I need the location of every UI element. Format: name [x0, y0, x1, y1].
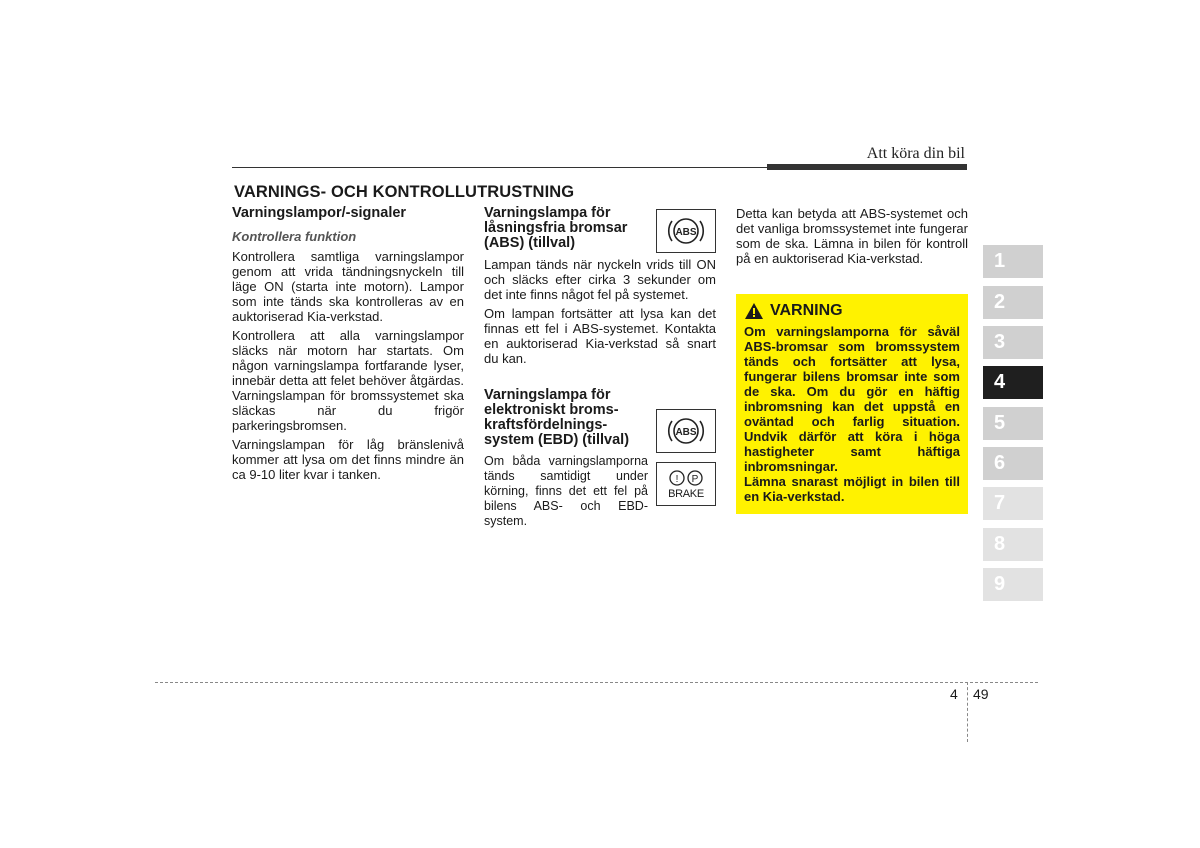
chapter-tab-8[interactable]: 8	[983, 528, 1043, 561]
section-title: VARNINGS- OCH KONTROLLUTRUSTNING	[234, 183, 575, 201]
abs-paragraph-2: Om lampan fortsätter att lysa kan det finnas ett fel i ABS-systemet. Kontakta en auktoriserad Kia-verkstad så snart du kan.	[484, 306, 716, 366]
col1-paragraph-1: Kontrollera samtliga varningslampor genom att vrida tändningsnyckeln till läge ON (starta inte motorn). Lampor som inte tänds ska kontrolleras av en auktoriserad Kia-verkstad.	[232, 249, 464, 324]
ebd-abs-lamp-icon	[656, 409, 716, 453]
svg-text:!: !	[675, 474, 679, 485]
footer-vertical-divider	[967, 682, 968, 742]
svg-text:ABS: ABS	[675, 427, 697, 438]
chapter-tab-9[interactable]: 9	[983, 568, 1043, 601]
warning-box	[736, 294, 968, 514]
column-1	[232, 206, 464, 486]
chapter-tab-3[interactable]: 3	[983, 326, 1043, 359]
col1-heading: Varningslampor/-signaler	[232, 205, 407, 221]
warning-text: Om varningslamporna för såväl ABS-bromsar som bromssystem tänds och fortsätter att lysa, fungerar bilens bromsar inte som de ska. Om du gör en häftig inbromsning kan det uppstå en oväntad och farlig situation. Undvik därför att köra i höga hastigheter samt häftiga inbromsningar.	[744, 324, 960, 474]
chapter-tab-1[interactable]: 1	[983, 245, 1043, 278]
abs-warning-lamp-icon	[656, 209, 716, 253]
abs-icon	[664, 413, 708, 449]
column-3	[736, 206, 968, 270]
warning-title-text: VARNING	[770, 302, 843, 319]
footer-divider	[155, 682, 1038, 683]
col1-paragraph-3: Varningslampan för låg bränslenivå kommer att lysa om det finns mindre än ca 9-10 liter kvar i tanken.	[232, 437, 464, 482]
chapter-tab-6[interactable]: 6	[983, 447, 1043, 480]
abs-icon	[664, 213, 708, 249]
chapter-tab-2[interactable]: 2	[983, 286, 1043, 319]
warning-title	[744, 302, 960, 320]
chapter-tab-4[interactable]: 4	[983, 366, 1043, 399]
ebd-paragraph-1: Om båda varningslamporna tänds samtidigt under körning, finns det ett fel på bilens ABS- och EBD-system.	[484, 454, 648, 528]
running-header: Att köra din bil	[866, 145, 965, 162]
svg-text:P: P	[691, 474, 699, 485]
chapter-tab-7[interactable]: 7	[983, 487, 1043, 520]
col1-paragraph-2: Kontrollera att alla varningslampor släcks när motorn har startats. Om någon varningslampa fortfarande lyser, innebär detta att felet behöver åtgärdas. Varningslampan för bromssystemet ska släckas när du frigör parkeringsbromsen.	[232, 328, 464, 433]
brake-symbols-icon	[666, 468, 706, 488]
ebd-heading: Varningslampa för elektroniskt broms-kraftsfördelnings-system (EBD) (tillval)	[484, 387, 630, 448]
header-rule	[232, 167, 767, 168]
warning-triangle-icon	[744, 302, 764, 320]
chapter-tab-5[interactable]: 5	[983, 407, 1043, 440]
brake-label: BRAKE	[668, 488, 704, 500]
abs-paragraph-1: Lampan tänds när nyckeln vrids till ON och släcks efter cirka 3 sekunder om det inte finns något fel på systemet.	[484, 257, 716, 302]
warning-text-2: Lämna snarast möjligt in bilen till en Kia-verkstad.	[744, 474, 960, 504]
col1-subheading: Kontrollera funktion	[232, 229, 357, 244]
col3-paragraph-1: Detta kan betyda att ABS-systemet och det vanliga bromssystemet inte fungerar som de ska. Lämna in bilen för kontroll på en auktoriserad Kia-verkstad.	[736, 206, 968, 266]
page-chapter-number: 4	[950, 686, 958, 702]
svg-text:ABS: ABS	[675, 227, 697, 238]
brake-warning-lamp-icon	[656, 462, 716, 506]
page-number: 49	[973, 686, 989, 702]
abs-heading: Varningslampa för låsningsfria bromsar (ABS) (tillval)	[484, 205, 628, 251]
header-rule-thick	[767, 164, 967, 170]
